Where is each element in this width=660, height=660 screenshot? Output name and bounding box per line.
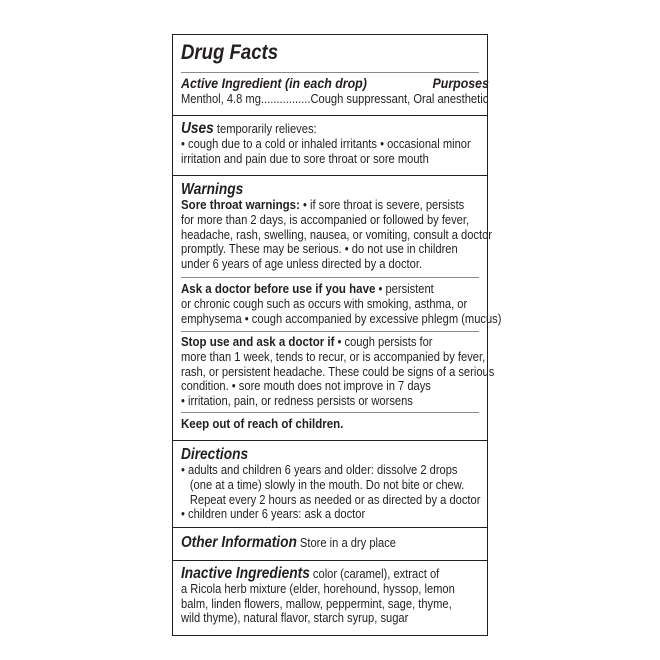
keep-out-warning: Keep out of reach of children. bbox=[181, 416, 344, 431]
warning-text: • cough persists for bbox=[334, 335, 433, 349]
section-divider bbox=[173, 527, 487, 528]
ask-doctor-section bbox=[181, 281, 502, 326]
warning-text: rash, or persistent headache. These could be signs of a serious bbox=[181, 364, 495, 379]
active-ingredient-section bbox=[181, 75, 489, 107]
divider bbox=[181, 331, 479, 332]
direction-line: • adults and children 6 years and older: dissolve 2 drops bbox=[181, 463, 458, 477]
ask-doctor-label: Ask a doctor before use if you have bbox=[181, 281, 376, 296]
other-information-text: Store in a dry place bbox=[296, 536, 396, 550]
drug-facts-title: Drug Facts bbox=[181, 41, 279, 64]
warning-text: emphysema • cough accompanied by excessive phlegm (mucus) bbox=[181, 311, 502, 326]
uses-line: • cough due to a cold or inhaled irritants • occasional minor bbox=[181, 136, 471, 151]
section-divider bbox=[173, 115, 487, 116]
section-divider bbox=[173, 560, 487, 561]
drug-facts-header bbox=[181, 41, 482, 65]
direction-line: (one at a time) slowly in the mouth. Do not bite or chew. bbox=[189, 477, 465, 492]
warning-text: • if sore throat is severe, persists bbox=[299, 198, 465, 212]
uses-line: irritation and pain due to sore throat or sore mouth bbox=[181, 151, 429, 166]
other-information-section bbox=[181, 536, 482, 551]
directions-section bbox=[181, 446, 482, 522]
warning-text: for more than 2 days, is accompanied or followed by fever, bbox=[181, 212, 470, 227]
section-divider bbox=[173, 440, 487, 441]
warning-text: or chronic cough such as occurs with smoking, asthma, or bbox=[181, 296, 468, 311]
purposes-header: Purposes bbox=[432, 75, 489, 91]
stop-use-label: Stop use and ask a doctor if bbox=[181, 334, 335, 349]
sore-throat-label: Sore throat warnings: bbox=[181, 197, 300, 212]
warning-text: promptly. These may be serious. • do not use in children bbox=[181, 242, 458, 257]
warning-text: headache, rash, swelling, nausea, or vomiting, consult a doctor bbox=[181, 227, 493, 242]
uses-intro: temporarily relieves: bbox=[213, 122, 317, 136]
warning-text: under 6 years of age unless directed by a doctor. bbox=[181, 257, 423, 272]
keep-out-section bbox=[181, 417, 482, 432]
active-ingredient-header: Active Ingredient (in each drop) bbox=[181, 75, 367, 91]
inactive-text: balm, linden flowers, mallow, peppermint, sage, thyme, bbox=[181, 596, 452, 611]
warning-text: more than 1 week, tends to recur, or is accompanied by fever, bbox=[181, 349, 486, 364]
directions-heading: Directions bbox=[181, 446, 249, 463]
section-divider bbox=[173, 175, 487, 176]
active-ingredient-line: Menthol, 4.8 mg................Cough suppressant, Oral anesthetic bbox=[181, 92, 489, 106]
direction-line: • children under 6 years: ask a doctor bbox=[181, 507, 366, 522]
inactive-text: color (caramel), extract of bbox=[309, 567, 440, 581]
drug-facts-panel bbox=[172, 34, 502, 636]
divider bbox=[181, 412, 479, 413]
inactive-text: wild thyme), natural flavor, starch syrup, sugar bbox=[181, 611, 409, 626]
uses-section bbox=[181, 122, 482, 166]
warning-text: • irritation, pain, or redness persists or worsens bbox=[181, 394, 413, 409]
direction-line: Repeat every 2 hours as needed or as directed by a doctor bbox=[189, 492, 481, 507]
warnings-section bbox=[181, 181, 493, 272]
inactive-ingredients-section bbox=[181, 567, 482, 626]
uses-heading: Uses bbox=[181, 120, 214, 137]
warnings-heading: Warnings bbox=[181, 181, 244, 198]
other-information-heading: Other Information bbox=[181, 534, 297, 551]
inactive-ingredients-heading: Inactive Ingredients bbox=[181, 565, 310, 582]
warning-text: • persistent bbox=[375, 282, 434, 296]
warning-text: condition. • sore mouth does not improve in 7 days bbox=[181, 379, 431, 394]
inactive-text: a Ricola herb mixture (elder, horehound, hyssop, lemon bbox=[181, 581, 455, 596]
divider bbox=[181, 72, 479, 73]
stop-use-section bbox=[181, 334, 495, 409]
divider bbox=[181, 277, 479, 278]
